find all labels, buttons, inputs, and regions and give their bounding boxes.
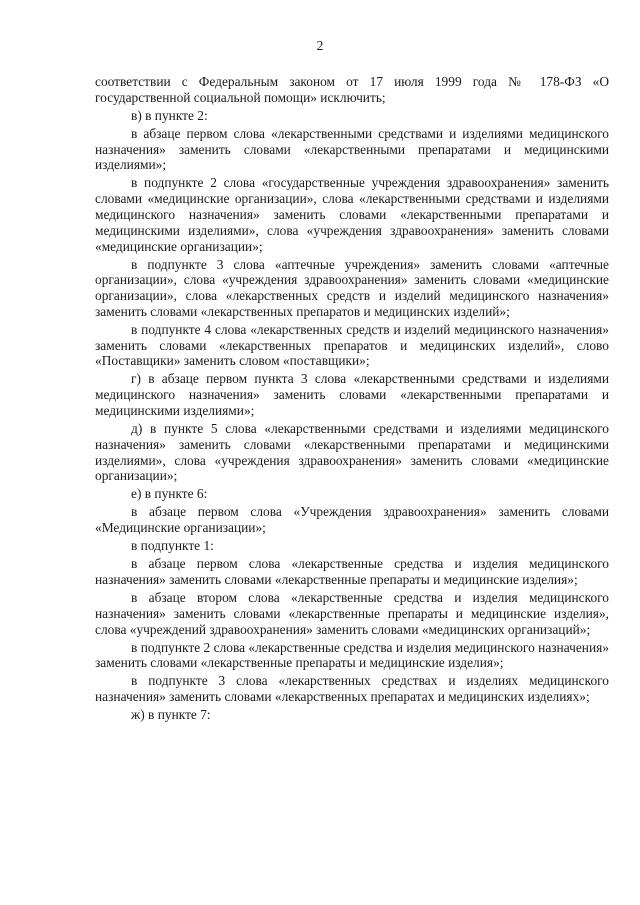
paragraph: в абзаце втором слова «лекарственные средства и изделия медицинского назначения» заменить словами «лекарственные препараты и медицинские изделия», слова «учреждений здравоохранения» заменить словами «медицинских организаций»; xyxy=(95,589,609,637)
paragraph: в подпункте 2 слова «государственные учреждения здравоохранения» заменить словами «медицинские организации», слова «лекарственными средствами и изделиями медицинского назначения» заменить словами «лекарственными препаратами и медицинскими изделиями», слова «учреждения здравоохранения» заменить словами «медицинские организации»; xyxy=(95,175,609,254)
paragraph-item-e: е) в пункте 6: xyxy=(131,486,208,502)
paragraph-item-v: в) в пункте 2: xyxy=(131,107,208,123)
page-number: 2 xyxy=(316,38,324,53)
paragraph: в абзаце первом слова «лекарственными средствами и изделиями медицинского назначения» заменить словами «лекарственными препаратами и медицинскими изделиями»; xyxy=(95,125,609,173)
document-body xyxy=(95,74,609,725)
paragraph-continuation: соответствии с Федеральным законом от 17 июля 1999 года № 178-ФЗ «О государственной социальной помощи» исключить; xyxy=(95,74,609,105)
paragraph: в подпункте 4 слова «лекарственных средств и изделий медицинского назначения» заменить словами «лекарственных препаратов и медицинских изделий», слово «Поставщики» заменить словом «поставщики»; xyxy=(95,321,609,369)
paragraph: в подпункте 2 слова «лекарственные средства и изделия медицинского назначения» заменить словами «лекарственные препараты и медицинские изделия»; xyxy=(95,639,609,671)
paragraph: в подпункте 3 слова «аптечные учреждения» заменить словами «аптечные организации», слова «учреждения здравоохранения» заменить словами «медицинские организации», слова «лекарственных средств и изделий медицинского назначения» заменить словами «лекарственных препаратов и медицинских изделий»; xyxy=(95,256,609,319)
paragraph: в абзаце первом слова «лекарственные средства и изделия медицинского назначения» заменить словами «лекарственные препараты и медицинские изделия»; xyxy=(95,556,609,587)
paragraph-item-d: д) в пункте 5 слова «лекарственными средствами и изделиями медицинского назначения» заменить словами «лекарственными препаратами и медицинскими изделиями», слова «учреждения здравоохранения» заменить словами «медицинские организации»; xyxy=(95,421,609,484)
paragraph: в абзаце первом слова «Учреждения здравоохранения» заменить словами «Медицинские организации»; xyxy=(95,504,609,536)
paragraph-item-zh: ж) в пункте 7: xyxy=(131,707,211,723)
paragraph: в подпункте 3 слова «лекарственных средствах и изделиях медицинского назначения» заменить словами «лекарственных препаратах и медицинских изделиях»; xyxy=(95,673,609,705)
paragraph-item-g: г) в абзаце первом пункта 3 слова «лекарственными средствами и изделиями медицинского назначения» заменить словами «лекарственными препаратами и медицинскими изделиями»; xyxy=(95,371,609,419)
paragraph: в подпункте 1: xyxy=(131,538,214,554)
